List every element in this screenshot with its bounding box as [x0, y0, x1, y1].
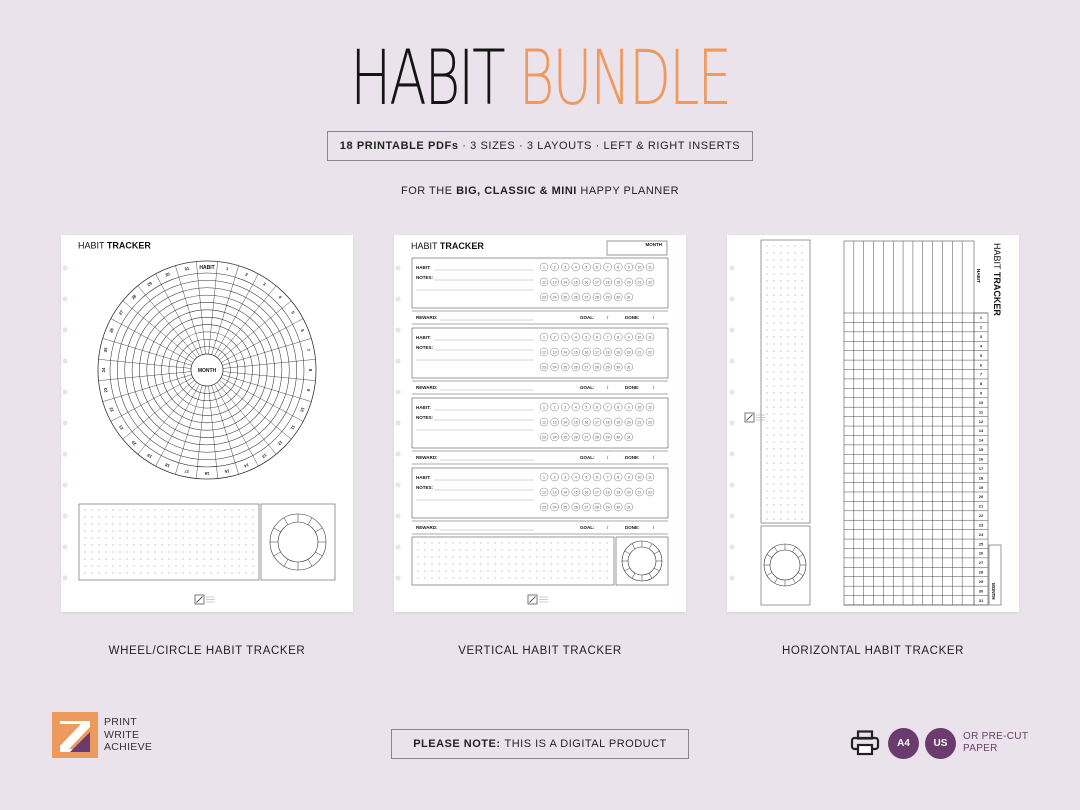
- svg-text:11: 11: [978, 409, 984, 415]
- svg-text:REWARD:: REWARD:: [416, 315, 438, 320]
- svg-text:21: 21: [978, 503, 984, 509]
- svg-text:20: 20: [978, 494, 984, 500]
- svg-text:10: 10: [637, 335, 642, 340]
- svg-text:6: 6: [596, 265, 598, 270]
- svg-text:3: 3: [564, 405, 567, 410]
- vertical-tracker-label: VERTICAL HABIT TRACKER: [458, 645, 622, 657]
- svg-text:23: 23: [542, 295, 546, 300]
- svg-text:16: 16: [584, 420, 589, 425]
- svg-text:HABIT: HABIT: [976, 269, 981, 283]
- svg-text:15: 15: [573, 420, 578, 425]
- svg-text:11: 11: [289, 424, 297, 431]
- svg-text:28: 28: [978, 569, 984, 575]
- subtitle-box: [327, 131, 753, 161]
- svg-text:/: /: [607, 455, 609, 460]
- svg-text:20: 20: [626, 350, 631, 355]
- mini-logo-icon: [528, 595, 548, 604]
- svg-text:HABIT:: HABIT:: [416, 335, 431, 340]
- svg-text:29: 29: [605, 365, 610, 370]
- paper-note: [963, 731, 1028, 755]
- svg-text:7: 7: [305, 348, 312, 352]
- svg-text:1: 1: [543, 475, 545, 480]
- svg-text:6: 6: [979, 362, 983, 368]
- svg-text:22: 22: [108, 406, 115, 413]
- svg-text:17: 17: [595, 280, 599, 285]
- brand-name: [104, 716, 152, 754]
- svg-text:27: 27: [584, 435, 589, 440]
- svg-text:6: 6: [596, 405, 598, 410]
- svg-text:15: 15: [573, 490, 578, 495]
- svg-text:8: 8: [617, 265, 620, 270]
- svg-text:6: 6: [596, 335, 598, 340]
- svg-text:7: 7: [606, 265, 609, 270]
- svg-text:10: 10: [299, 406, 306, 413]
- svg-text:DONE:: DONE:: [625, 455, 640, 460]
- vertical-tracker-preview: [394, 235, 686, 612]
- svg-text:5: 5: [585, 405, 588, 410]
- svg-text:14: 14: [563, 420, 568, 425]
- svg-text:31: 31: [626, 435, 631, 440]
- svg-text:17: 17: [595, 420, 599, 425]
- svg-text:13: 13: [552, 420, 557, 425]
- svg-text:24: 24: [552, 435, 557, 440]
- svg-text:23: 23: [542, 365, 546, 370]
- svg-text:19: 19: [616, 280, 621, 285]
- svg-text:20: 20: [626, 490, 631, 495]
- svg-text:23: 23: [542, 435, 546, 440]
- page-heading: HABIT TRACKER: [78, 240, 151, 251]
- svg-text:11: 11: [648, 265, 652, 270]
- digital-product-note: [391, 729, 689, 759]
- svg-text:25: 25: [563, 365, 568, 370]
- page-title: [151, 33, 929, 122]
- svg-text:11: 11: [648, 405, 652, 410]
- svg-text:28: 28: [130, 293, 138, 301]
- brand-line-print: PRINT: [104, 716, 137, 728]
- svg-text:7: 7: [979, 371, 983, 377]
- a4-badge: A4: [888, 728, 919, 759]
- svg-text:9: 9: [627, 335, 630, 340]
- svg-text:26: 26: [108, 327, 115, 334]
- svg-text:5: 5: [979, 352, 983, 358]
- svg-text:9: 9: [627, 405, 630, 410]
- svg-text:17: 17: [978, 465, 984, 471]
- svg-text:19: 19: [616, 350, 621, 355]
- tagline-post: HAPPY PLANNER: [576, 185, 680, 197]
- svg-text:27: 27: [584, 295, 589, 300]
- svg-text:28: 28: [595, 435, 599, 440]
- svg-text:2: 2: [553, 335, 556, 340]
- svg-text:/: /: [653, 525, 655, 530]
- svg-text:19: 19: [146, 452, 153, 460]
- svg-text:30: 30: [616, 295, 621, 300]
- svg-text:REWARD:: REWARD:: [416, 385, 438, 390]
- svg-text:10: 10: [978, 399, 984, 405]
- svg-text:31: 31: [626, 365, 631, 370]
- brand-line-write: WRITE: [104, 728, 140, 741]
- svg-text:4: 4: [574, 265, 577, 270]
- svg-text:9: 9: [627, 475, 630, 480]
- svg-text:30: 30: [978, 588, 984, 594]
- svg-text:5: 5: [585, 265, 588, 270]
- svg-text:GOAL:: GOAL:: [580, 455, 595, 460]
- svg-text:3: 3: [979, 334, 983, 340]
- svg-text:DONE:: DONE:: [625, 525, 640, 530]
- svg-text:26: 26: [573, 365, 578, 370]
- us-badge: US: [925, 728, 956, 759]
- svg-text:28: 28: [595, 365, 599, 370]
- svg-text:HABIT:: HABIT:: [416, 405, 431, 410]
- svg-text:3: 3: [262, 281, 267, 287]
- svg-text:27: 27: [584, 505, 589, 510]
- svg-text:10: 10: [637, 475, 642, 480]
- printer-icon: [850, 730, 880, 756]
- svg-text:GOAL:: GOAL:: [580, 525, 595, 530]
- svg-text:22: 22: [648, 350, 652, 355]
- svg-text:21: 21: [637, 420, 642, 425]
- svg-text:26: 26: [573, 505, 578, 510]
- svg-text:12: 12: [276, 439, 284, 447]
- tagline-pre: FOR THE: [400, 185, 457, 197]
- svg-text:30: 30: [616, 505, 621, 510]
- svg-text:17: 17: [184, 468, 190, 475]
- svg-text:MONTH: MONTH: [197, 368, 217, 374]
- svg-text:21: 21: [637, 490, 642, 495]
- svg-text:1: 1: [225, 265, 229, 272]
- svg-text:13: 13: [552, 490, 557, 495]
- svg-text:23: 23: [542, 505, 546, 510]
- svg-text:23: 23: [978, 522, 984, 528]
- svg-text:HABIT:: HABIT:: [416, 265, 431, 270]
- svg-text:18: 18: [605, 420, 610, 425]
- svg-text:16: 16: [584, 280, 589, 285]
- svg-text:3: 3: [564, 475, 567, 480]
- svg-text:28: 28: [595, 295, 599, 300]
- svg-text:3: 3: [564, 265, 567, 270]
- svg-text:19: 19: [978, 484, 984, 490]
- svg-text:14: 14: [243, 462, 250, 469]
- svg-text:7: 7: [606, 335, 609, 340]
- svg-text:20: 20: [626, 280, 631, 285]
- svg-text:26: 26: [573, 435, 578, 440]
- svg-text:13: 13: [261, 452, 268, 460]
- svg-text:9: 9: [627, 265, 630, 270]
- page-heading: HABIT TRACKER: [992, 243, 1002, 316]
- svg-text:HABIT:: HABIT:: [416, 475, 431, 480]
- svg-text:31: 31: [978, 597, 984, 603]
- paper-line-2: PAPER: [963, 743, 998, 754]
- svg-text:29: 29: [146, 280, 153, 288]
- svg-text:5: 5: [585, 335, 588, 340]
- svg-text:24: 24: [552, 505, 557, 510]
- svg-text:15: 15: [224, 468, 230, 475]
- svg-text:8: 8: [307, 368, 313, 372]
- svg-text:9: 9: [305, 388, 312, 392]
- svg-text:8: 8: [617, 475, 620, 480]
- svg-text:10: 10: [637, 265, 642, 270]
- svg-text:27: 27: [117, 309, 125, 316]
- title-bundle: BUNDLE: [518, 33, 730, 122]
- svg-text:14: 14: [563, 350, 568, 355]
- svg-text:2: 2: [553, 405, 556, 410]
- tagline: [0, 185, 1080, 197]
- svg-text:5: 5: [585, 475, 588, 480]
- note-bold: PLEASE NOTE:: [413, 738, 501, 750]
- svg-text:24: 24: [101, 367, 107, 373]
- svg-text:4: 4: [574, 405, 577, 410]
- svg-text:4: 4: [574, 475, 577, 480]
- svg-text:6: 6: [596, 475, 598, 480]
- svg-text:2: 2: [553, 475, 556, 480]
- svg-text:MONTH: MONTH: [991, 583, 996, 600]
- svg-text:21: 21: [637, 350, 642, 355]
- svg-text:19: 19: [616, 420, 621, 425]
- svg-text:NOTES:: NOTES:: [416, 415, 434, 420]
- svg-text:15: 15: [978, 447, 984, 453]
- svg-text:26: 26: [978, 550, 984, 556]
- svg-text:8: 8: [617, 405, 620, 410]
- svg-text:16: 16: [584, 350, 589, 355]
- svg-text:1: 1: [543, 265, 545, 270]
- svg-text:31: 31: [626, 505, 631, 510]
- svg-text:7: 7: [606, 405, 609, 410]
- svg-text:12: 12: [542, 280, 546, 285]
- svg-text:NOTES:: NOTES:: [416, 275, 434, 280]
- print-write-achieve-logo: [52, 712, 98, 758]
- svg-text:29: 29: [605, 435, 610, 440]
- svg-text:4: 4: [979, 343, 983, 349]
- svg-text:18: 18: [164, 462, 171, 469]
- svg-text:NOTES:: NOTES:: [416, 485, 434, 490]
- svg-text:29: 29: [978, 578, 984, 584]
- svg-text:25: 25: [563, 435, 568, 440]
- horizontal-tracker-preview: [727, 235, 1019, 612]
- svg-text:6: 6: [299, 328, 306, 333]
- svg-text:27: 27: [584, 365, 589, 370]
- tagline-bold: BIG, CLASSIC & MINI: [456, 185, 577, 197]
- svg-text:28: 28: [595, 505, 599, 510]
- svg-text:22: 22: [648, 420, 652, 425]
- svg-text:12: 12: [978, 418, 984, 424]
- svg-text:29: 29: [605, 295, 610, 300]
- svg-text:18: 18: [978, 475, 984, 481]
- svg-text:27: 27: [978, 560, 984, 566]
- svg-text:/: /: [653, 385, 655, 390]
- svg-text:GOAL:: GOAL:: [580, 315, 595, 320]
- svg-text:17: 17: [595, 490, 599, 495]
- svg-text:20: 20: [626, 420, 631, 425]
- svg-text:22: 22: [648, 280, 652, 285]
- svg-text:DONE:: DONE:: [625, 315, 640, 320]
- wheel-tracker-preview: [61, 235, 353, 612]
- svg-text:15: 15: [573, 280, 578, 285]
- svg-text:2: 2: [979, 324, 983, 330]
- svg-text:/: /: [607, 525, 609, 530]
- svg-text:4: 4: [574, 335, 577, 340]
- svg-text:18: 18: [605, 350, 610, 355]
- svg-text:23: 23: [102, 387, 109, 393]
- svg-text:8: 8: [979, 381, 983, 387]
- svg-text:12: 12: [542, 490, 546, 495]
- horizontal-tracker-label: HORIZONTAL HABIT TRACKER: [781, 645, 965, 657]
- svg-text:14: 14: [563, 280, 568, 285]
- svg-text:18: 18: [605, 280, 610, 285]
- svg-text:5: 5: [290, 310, 296, 315]
- svg-text:1: 1: [979, 315, 983, 321]
- svg-text:25: 25: [563, 505, 568, 510]
- svg-text:26: 26: [573, 295, 578, 300]
- svg-text:31: 31: [184, 265, 190, 272]
- svg-text:HABIT: HABIT: [199, 265, 215, 271]
- svg-text:12: 12: [542, 420, 546, 425]
- svg-text:12: 12: [542, 350, 546, 355]
- wheel-tracker-drawing: [61, 235, 353, 612]
- svg-text:4: 4: [277, 294, 283, 300]
- svg-text:11: 11: [648, 335, 652, 340]
- svg-text:24: 24: [978, 531, 984, 537]
- svg-text:10: 10: [637, 405, 642, 410]
- svg-text:14: 14: [563, 490, 568, 495]
- svg-text:NOTES:: NOTES:: [416, 345, 434, 350]
- svg-text:2: 2: [553, 265, 556, 270]
- svg-text:GOAL:: GOAL:: [580, 385, 595, 390]
- paper-line-1: OR PRE-CUT: [963, 731, 1029, 742]
- svg-text:29: 29: [605, 505, 610, 510]
- svg-text:22: 22: [978, 513, 984, 519]
- svg-text:16: 16: [204, 470, 210, 476]
- svg-text:21: 21: [637, 280, 642, 285]
- svg-text:REWARD:: REWARD:: [416, 455, 438, 460]
- subtitle-bold: 18 PRINTABLE PDFs: [339, 140, 459, 152]
- svg-text:/: /: [607, 385, 609, 390]
- svg-text:24: 24: [552, 295, 557, 300]
- svg-text:13: 13: [552, 350, 557, 355]
- svg-text:16: 16: [584, 490, 589, 495]
- svg-text:1: 1: [543, 335, 545, 340]
- svg-text:2: 2: [244, 271, 249, 278]
- svg-text:DONE:: DONE:: [625, 385, 640, 390]
- svg-text:30: 30: [616, 365, 621, 370]
- wheel-tracker-label: WHEEL/CIRCLE HABIT TRACKER: [108, 645, 306, 657]
- svg-text:/: /: [653, 315, 655, 320]
- svg-text:1: 1: [543, 405, 545, 410]
- svg-text:25: 25: [102, 347, 109, 353]
- svg-text:25: 25: [563, 295, 568, 300]
- svg-text:3: 3: [564, 335, 567, 340]
- mini-logo-icon: [745, 413, 765, 422]
- svg-text:/: /: [607, 315, 609, 320]
- svg-text:/: /: [653, 455, 655, 460]
- svg-text:31: 31: [626, 295, 631, 300]
- svg-text:20: 20: [130, 439, 138, 447]
- vertical-tracker-drawing: [394, 235, 686, 612]
- subtitle-rest: · 3 SIZES · 3 LAYOUTS · LEFT & RIGHT INSERTS: [458, 140, 741, 152]
- svg-text:REWARD:: REWARD:: [416, 525, 438, 530]
- svg-text:22: 22: [648, 490, 652, 495]
- svg-text:11: 11: [648, 475, 652, 480]
- svg-text:MONTH: MONTH: [645, 242, 662, 247]
- svg-text:13: 13: [552, 280, 557, 285]
- svg-text:17: 17: [595, 350, 599, 355]
- svg-text:9: 9: [979, 390, 983, 396]
- svg-text:8: 8: [617, 335, 620, 340]
- brand-line-achieve: ACHIEVE: [104, 741, 153, 753]
- mini-logo-icon: [195, 595, 215, 604]
- note-text: THIS IS A DIGITAL PRODUCT: [504, 738, 667, 750]
- svg-text:30: 30: [164, 271, 171, 278]
- svg-text:24: 24: [552, 365, 557, 370]
- page-heading: HABIT TRACKER: [411, 241, 484, 251]
- svg-text:30: 30: [616, 435, 621, 440]
- svg-text:19: 19: [616, 490, 621, 495]
- svg-text:16: 16: [978, 456, 984, 462]
- title-habit: HABIT: [350, 33, 504, 122]
- svg-text:15: 15: [573, 350, 578, 355]
- svg-text:18: 18: [605, 490, 610, 495]
- horizontal-tracker-drawing: [727, 235, 1019, 612]
- svg-text:13: 13: [978, 428, 984, 434]
- svg-text:21: 21: [117, 424, 125, 431]
- svg-text:7: 7: [606, 475, 609, 480]
- svg-text:14: 14: [978, 437, 984, 443]
- svg-text:25: 25: [978, 541, 984, 547]
